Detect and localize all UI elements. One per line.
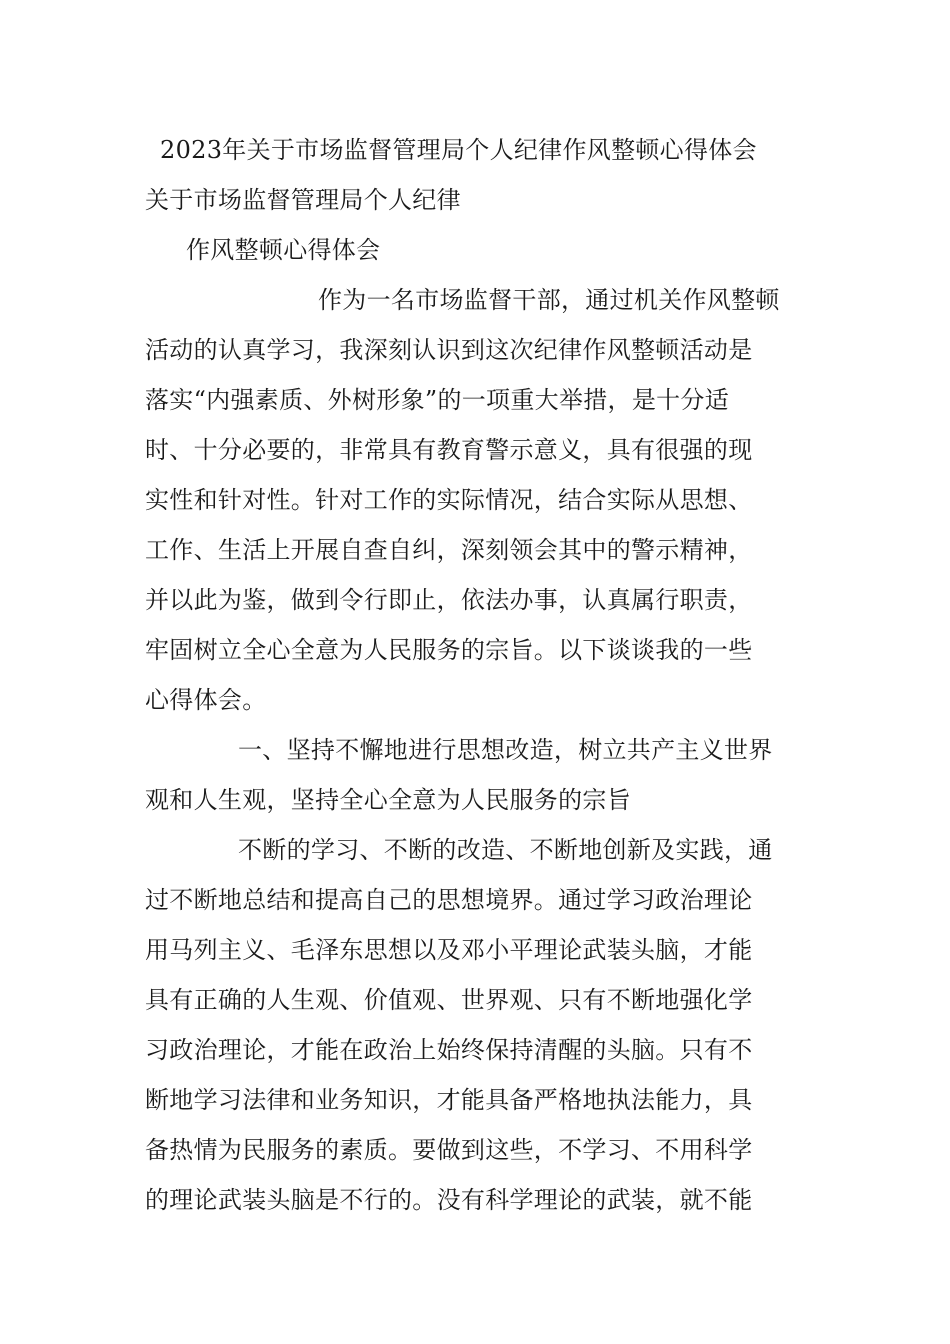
body-line: 活动的认真学习，我深刻认识到这次纪律作风整顿活动是: [145, 336, 753, 364]
body-line: 心得体会。: [145, 686, 267, 714]
body-line: 过不断地总结和提高自己的思想境界。通过学习政治理论: [145, 886, 753, 914]
section-heading-line: 一、坚持不懈地进行思想改造，树立共产主义世界: [238, 736, 773, 764]
body-line: 时、十分必要的，非常具有教育警示意义，具有很强的现: [145, 436, 753, 464]
body-line: 作为一名市场监督干部，通过机关作风整顿: [318, 286, 780, 314]
body-line: 不断的学习、不断的改造、不断地创新及实践，通: [238, 836, 773, 864]
body-line: 用马列主义、毛泽东思想以及邓小平理论武装头脑，才能: [145, 936, 753, 964]
body-line: 牢固树立全心全意为人民服务的宗旨。以下谈谈我的一些: [145, 636, 753, 664]
body-line: 实性和针对性。针对工作的实际情况，结合实际从思想、: [145, 486, 753, 514]
section-heading-line: 观和人生观，坚持全心全意为人民服务的宗旨: [145, 786, 631, 814]
body-line: 习政治理论，才能在政治上始终保持清醒的头脑。只有不: [145, 1036, 753, 1064]
document-subtitle-line-2: 作风整顿心得体会: [186, 236, 381, 264]
body-line: 具有正确的人生观、价值观、世界观、只有不断地强化学: [145, 986, 753, 1014]
body-line: 并以此为鉴，做到令行即止，依法办事，认真属行职责，: [145, 586, 753, 614]
body-line: 备热情为民服务的素质。要做到这些，不学习、不用科学: [145, 1136, 753, 1164]
body-line: 落实“内强素质、外树形象”的一项重大举措，是十分适: [145, 386, 730, 414]
body-line: 的理论武装头脑是不行的。没有科学理论的武装，就不能: [145, 1186, 753, 1214]
document-title: 2023年关于市场监督管理局个人纪律作风整顿心得体会: [160, 136, 757, 164]
body-line: 断地学习法律和业务知识，才能具备严格地执法能力，具: [145, 1086, 753, 1114]
body-line: 工作、生活上开展自查自纠，深刻领会其中的警示精神，: [145, 536, 753, 564]
document-subtitle-line-1: 关于市场监督管理局个人纪律: [145, 186, 461, 214]
